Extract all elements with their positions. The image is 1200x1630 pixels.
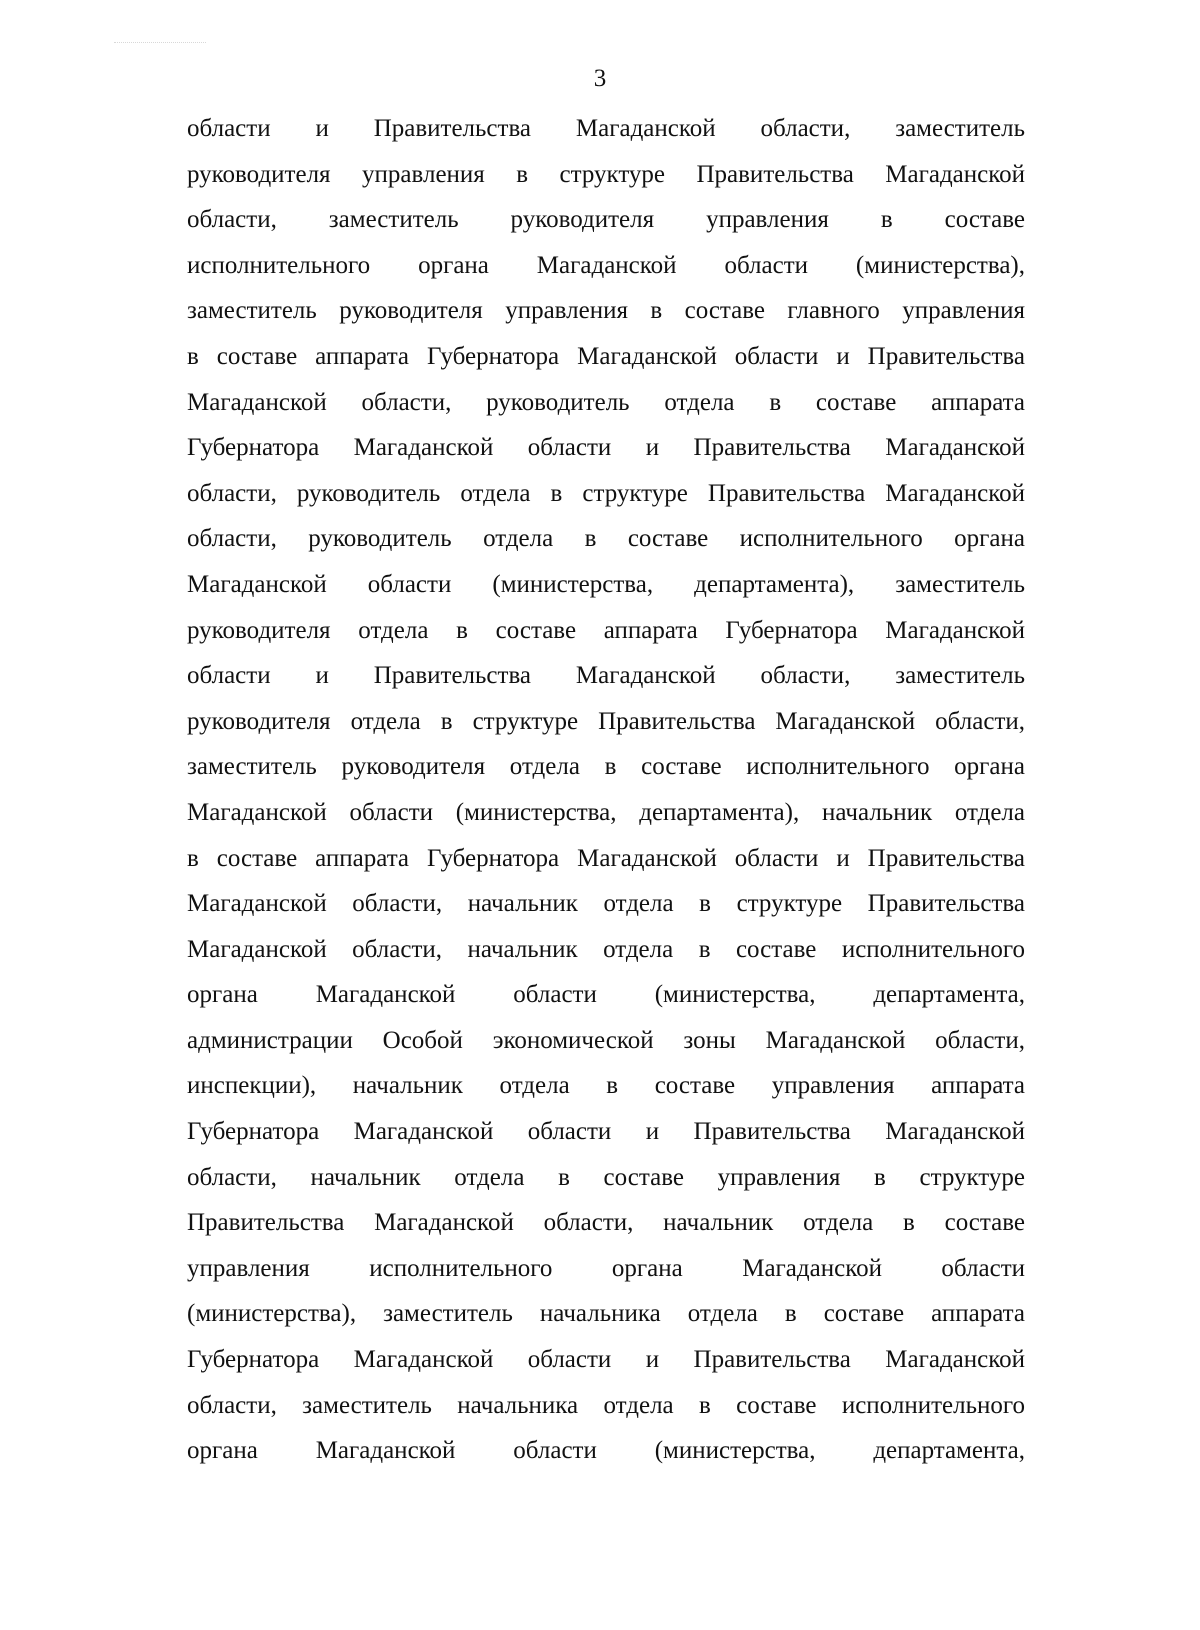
text-line: Магаданской области, руководитель отдела в составе аппарата bbox=[187, 388, 1025, 416]
text-line: области и Правительства Магаданской области, заместитель bbox=[187, 115, 1025, 142]
text-line: Магаданской области (министерства, департамента), заместитель bbox=[187, 570, 1025, 598]
text-line: в составе аппарата Губернатора Магаданской области и Правительства bbox=[187, 844, 1025, 872]
text-line: Магаданской области (министерства, департамента), начальник отдела bbox=[187, 798, 1025, 826]
scan-artifact bbox=[114, 42, 206, 51]
text-line: органа Магаданской области (министерства, департамента, bbox=[187, 1437, 1025, 1465]
text-line: (министерства), заместитель начальника отдела в составе аппарата bbox=[187, 1300, 1025, 1328]
text-line: заместитель руководителя отдела в составе исполнительного органа bbox=[187, 753, 1025, 781]
document-body bbox=[187, 112, 1025, 1480]
text-line: в составе аппарата Губернатора Магаданской области и Правительства bbox=[187, 342, 1025, 370]
text-line: области, руководитель отдела в составе исполнительного органа bbox=[187, 525, 1025, 553]
text-line: руководителя отдела в структуре Правительства Магаданской области, bbox=[187, 707, 1025, 735]
text-line: инспекции), начальник отдела в составе управления аппарата bbox=[187, 1072, 1025, 1100]
text-line: области, заместитель начальника отдела в составе исполнительного bbox=[187, 1391, 1025, 1419]
text-line: руководителя управления в структуре Правительства Магаданской bbox=[187, 160, 1025, 188]
text-line: Губернатора Магаданской области и Правительства Магаданской bbox=[187, 1118, 1025, 1146]
text-line: Губернатора Магаданской области и Правительства Магаданской bbox=[187, 1346, 1025, 1374]
text-line: области, руководитель отдела в структуре Правительства Магаданской bbox=[187, 479, 1025, 507]
text-line: исполнительного органа Магаданской области (министерства), bbox=[187, 251, 1025, 279]
text-line: управления исполнительного органа Магаданской области bbox=[187, 1254, 1025, 1282]
text-line: области, начальник отдела в составе управления в структуре bbox=[187, 1163, 1025, 1191]
text-line: заместитель руководителя управления в составе главного управления bbox=[187, 297, 1025, 325]
text-line: Правительства Магаданской области, начальник отдела в составе bbox=[187, 1209, 1025, 1237]
page-number: 3 bbox=[593, 65, 607, 92]
text-line: органа Магаданской области (министерства, департамента, bbox=[187, 981, 1025, 1009]
text-line: Магаданской области, начальник отдела в составе исполнительного bbox=[187, 935, 1025, 963]
text-line: Магаданской области, начальник отдела в структуре Правительства bbox=[187, 890, 1025, 918]
text-line: области, заместитель руководителя управления в составе bbox=[187, 206, 1025, 234]
text-line: руководителя отдела в составе аппарата Губернатора Магаданской bbox=[187, 616, 1025, 644]
text-line: администрации Особой экономической зоны Магаданской области, bbox=[187, 1026, 1025, 1054]
text-line: области и Правительства Магаданской области, заместитель bbox=[187, 662, 1025, 690]
text-line: Губернатора Магаданской области и Правительства Магаданской bbox=[187, 434, 1025, 462]
